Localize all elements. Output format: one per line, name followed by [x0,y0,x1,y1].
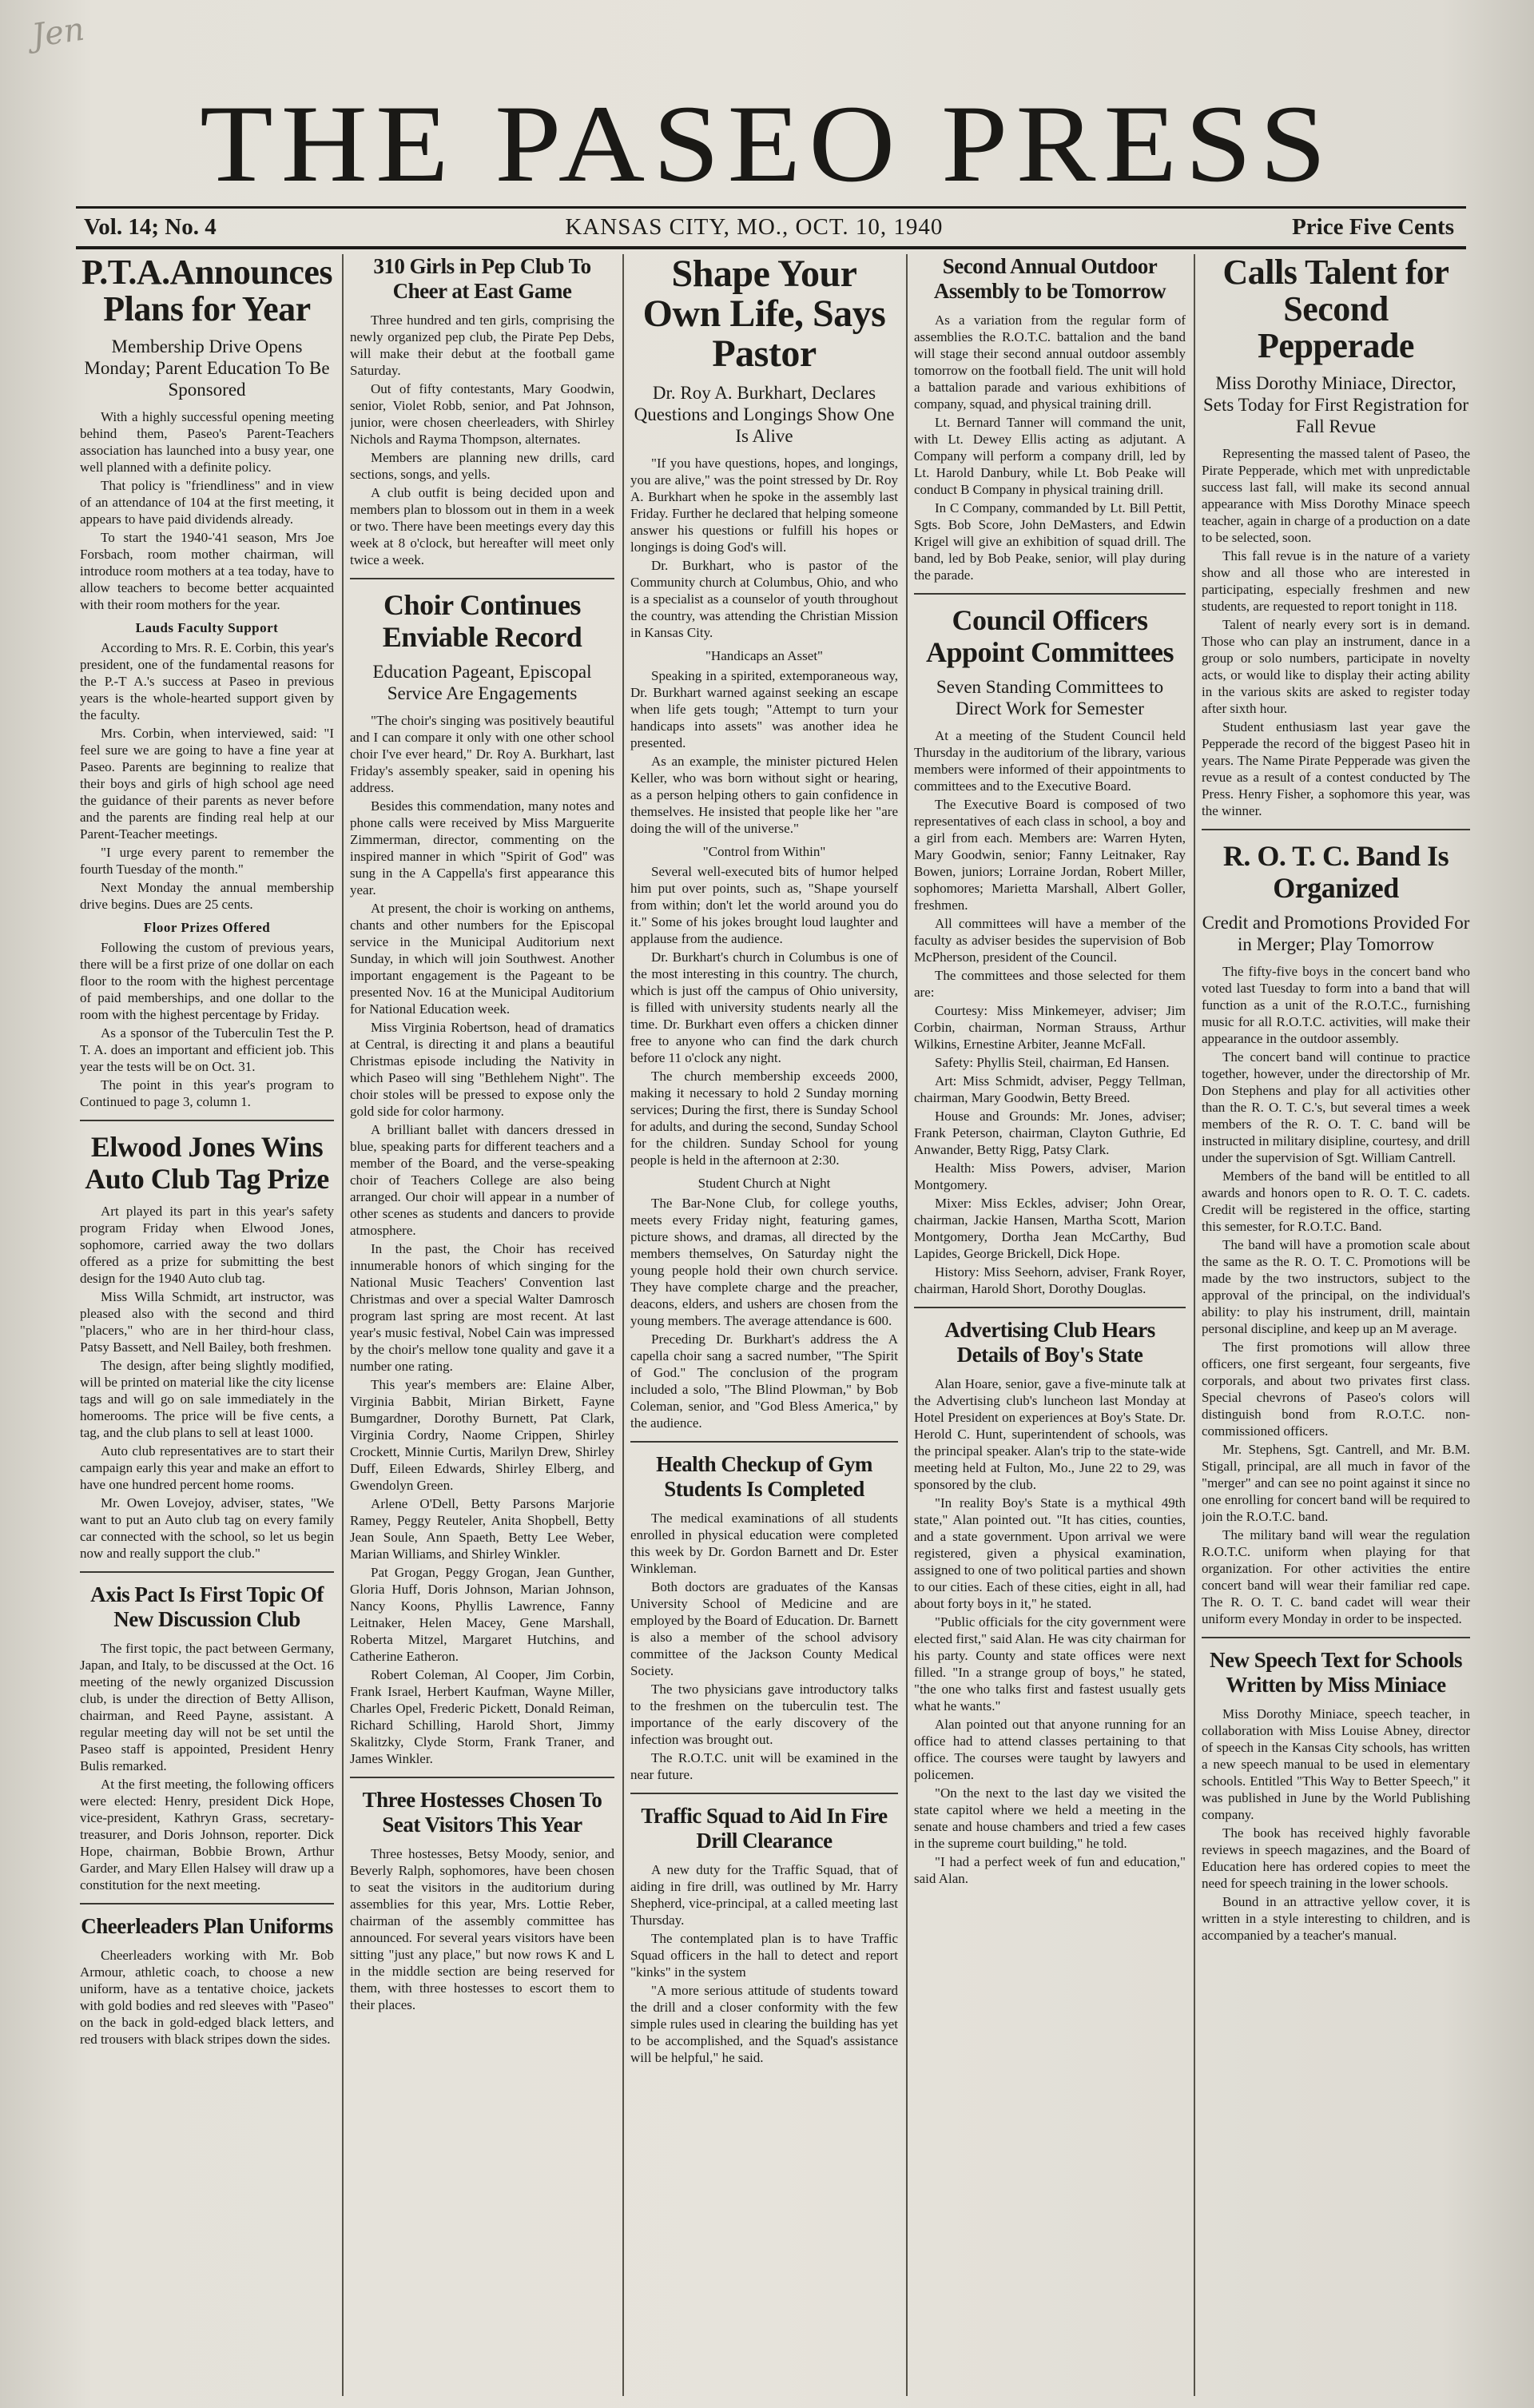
article-divider [80,1120,334,1121]
paragraph: The Executive Board is composed of two representatives of each class in school, a boy and a girl from each. Members are: Warren Hyten, Mary Goodwin, senior; Fanny Leitnaker, Ray Bowen, juniors; Lorraine Jordan, Robert Miller, sophomores; Marietta Marshall, Albert Goller, freshmen. [914,797,1186,913]
paragraph: "I urge every parent to remember the fourth Tuesday of the month." [80,845,334,877]
paragraph: Mixer: Miss Eckles, adviser; John Orear, chairman, Jackie Hansen, Martha Scott, Marion Montgomery, Dortha Jean McCarthy, Bud Lapides, George Brickell, Dick Hope. [914,1196,1186,1261]
paragraph: Three hostesses, Betsy Moody, senior, and Beverly Ralph, sophomores, have been chosen to seat the visitors in the auditorium during assemblies for this year, Mrs. Lottie Reber, chairman of the assembly committee has announced. For several years visitors have been sitting "just any place," but now rows K and L in the middle section are being reserved for them, with three hostesses to escort them to their places. [350,1846,614,2012]
paragraph: Preceding Dr. Burkhart's address the A capella choir sang a sacred number, "The Spirit of God." The conclusion of the program included a solo, "The Blind Plowman," by Bob Coleman, senior, and "God Bless America," by the audience. [630,1331,898,1431]
column-rule [906,254,908,2396]
article-divider [80,1571,334,1573]
column-5 [1202,254,1470,2396]
paragraph: "A more serious attitude of students toward the drill and a closer conformity with the few simple rules used in clearing the building has yet to be accomplished, and the Squad's assistance will be helpful," he said. [630,1983,898,2065]
paragraph: Besides this commendation, many notes and phone calls were received by Miss Marguerite Zimmerman, director, commenting on the inspired manner in which "Spirit of God" was sung in the A Cappella's first appearance this year. [350,798,614,898]
headline-pepperade: Calls Talent for Second Pepperade [1222,254,1449,365]
paragraph: Following the custom of previous years, there will be a first prize of one dollar on each floor to the room with the highest percentage of paid memberships, and one dollar to the room with the highest percentage by Friday. [80,940,334,1022]
headline-rotc-band: R. O. T. C. Band Is Organized [1222,840,1449,904]
paragraph: This fall revue is in the nature of a variety show and all those who are interested in participating, especially freshmen and new students, are requested to report tonight in 118. [1202,548,1470,614]
paragraph: History: Miss Seehorn, adviser, Frank Royer, chairman, Harold Short, Dorothy Douglas. [914,1264,1186,1296]
paragraph: With a highly successful opening meeting behind them, Paseo's Parent-Teachers association has launched into a busy year, one well planned with a definite policy. [80,409,334,475]
paragraph: As an example, the minister pictured Helen Keller, who was born without sight or hearing, as a person helping others to gain confidence in themselves. He insisted that people like her "are doing the will of the universe." [630,754,898,836]
paragraph: Next Monday the annual membership drive begins. Dues are 25 cents. [80,880,334,912]
paragraph: The military band will wear the regulation R.O.T.C. uniform when playing for that organization. For other activities the entire concert band will wear their familiar red cape. The R. O. T. C. band cadet will wear their uniform every Monday in order to be inspected. [1202,1527,1470,1626]
deck-pta: Membership Drive Opens Monday; Parent Education To Be Sponsored [84,336,330,400]
paragraph: That policy is "friendliness" and in view of an attendance of 104 at the first meeting, it appears to have paid dividends already. [80,478,334,527]
paragraph: Arlene O'Dell, Betty Parsons Marjorie Ramey, Peggy Reuteler, Anita Shopbell, Betty Jean Soule, Ann Spaeth, Betty Lee Weber, Marian Williams, and Shirley Winkler. [350,1496,614,1562]
paragraph: Mr. Owen Lovejoy, adviser, states, "We want to put an Auto club tag on every family car connected with the school, so let us begin now and really support the club." [80,1495,334,1561]
paragraph: The Bar-None Club, for college youths, meets every Friday night, featuring games, picture shows, and dramas, all directed by the members themselves, On Saturday night the young people hold their own church service. They have complete charge and the preacher, deacons, elders, and ushers are chosen from the young members. The average attendance is 600. [630,1196,898,1328]
paragraph: At a meeting of the Student Council held Thursday in the auditorium of the library, various members were informed of their appointments to committees and to the Executive Board. [914,728,1186,794]
deck-pepperade: Miss Dorothy Miniace, Director, Sets Today for First Registration for Fall Revue [1202,373,1469,436]
paragraph: Out of fifty contestants, Mary Goodwin, senior, Violet Robb, senior, and Pat Johnson, junior, were chosen cheerleaders, with Shirley Nichols and Rayma Thompson, alternates. [350,381,614,447]
headline-advertising-club: Advertising Club Hears Details of Boy's State [944,1318,1155,1367]
column-rule [622,254,624,2396]
headline-choir: Choir Continues Enviable Record [382,589,582,653]
paragraph: "Public officials for the city government were elected first," said Alan. He was city chairman for his party. County and state offices were next filled. "In a strange group of boys," he stated, "the one who talks first and fastest usually gets what he wants." [914,1614,1186,1713]
headline-cheerleaders: Cheerleaders Plan Uniforms [81,1914,333,1938]
paragraph: The two physicians gave introductory talks to the freshmen on the tuberculin test. The importance of the early discovery of the infection was brought out. [630,1682,898,1747]
column-3 [630,254,898,2396]
price: Price Five Cents [1292,213,1454,240]
dateline-bar [84,209,1454,245]
headline-traffic-squad: Traffic Squad to Aid In Fire Drill Clearance [641,1804,888,1853]
paragraph: House and Grounds: Mr. Jones, adviser; Frank Peterson, chairman, Clayton Guthrie, Ed Anwander, Betty Rigg, Patsy Clark. [914,1108,1186,1157]
paragraph: This year's members are: Elaine Alber, Virginia Babbit, Mirian Birkett, Fayne Bumgardner, Dorothy Burnett, Pat Clark, Virginia Cordry, Naome Crippen, Shirley Crockett, Minnie Curtis, Marilyn Drew, Shirley Duff, Eileen Edwards, Shirley Elberg, and Gwendolyn Green. [350,1377,614,1493]
paragraph: Courtesy: Miss Minkemeyer, adviser; Jim Corbin, chairman, Norman Strauss, Arthur Wilkins, Ernestine Arbiter, Jeanne McFall. [914,1003,1186,1052]
article-divider [630,1441,898,1443]
paragraph: A new duty for the Traffic Squad, that of aiding in fire drill, was outlined by Mr. Harry Shepherd, vice-principal, at a called meeting last Thursday. [630,1862,898,1928]
paragraph: The contemplated plan is to have Traffic Squad officers in the hall to detect and report "kinks" in the system [630,1931,898,1980]
paragraph: Auto club representatives are to start their campaign early this year and make an effort to have one hundred percent home rooms. [80,1443,334,1492]
deck-rotc-band: Credit and Promotions Provided For in Merger; Play Tomorrow [1202,913,1470,954]
headline-pta: P.T.A.Announces Plans for Year [81,254,333,328]
paragraph: Art played its part in this year's safety program Friday when Elwood Jones, sophomore, carried away the two dollars offered as a prize for submitting the best design for the 1940 Auto club tag. [80,1204,334,1286]
article-divider [630,1793,898,1794]
paragraph: Art: Miss Schmidt, adviser, Peggy Tellman, chairman, Mary Goodwin, Betty Breed. [914,1073,1186,1105]
paragraph: Miss Virginia Robertson, head of dramatics at Central, is directing it and plans a beautiful Christmas episode including the Nativity in which Paseo will sing "Bethlehem Night". The choir stoles will be pressed to expose only the gold side for color harmony. [350,1020,614,1119]
paragraph: "If you have questions, hopes, and longings, you are alive," was the point stressed by Dr. Roy A. Burkhart when he spoke in the assembly last Friday. Further he declared that helping someone answer his questions or fulfill his hopes or longings is doing God's will. [630,456,898,555]
headline-council: Council Officers Appoint Committees [926,604,1174,668]
paragraph: The book has received highly favorable reviews in speech magazines, and the Board of Education here has ordered copies to meet the need for speech training in the lower schools. [1202,1825,1470,1891]
headline-auto-club: Elwood Jones Wins Auto Club Tag Prize [85,1131,329,1195]
subhead: Student Church at Night [697,1176,831,1191]
masthead-rule-top [76,206,1466,209]
deck-choir: Education Pageant, Episcopal Service Are Engagements [372,662,592,703]
paragraph: At the first meeting, the following officers were elected: Henry, president Dick Hope, vice-president, Kathryn Grass, secretary-treasurer, and Doris Johnson, reporter. Dick Hope, chairman, Bobbie Brown, Arthur Garder, and Mary Ellen Halsey will draw up a constitution for the next meeting. [80,1777,334,1893]
paragraph: Alan Hoare, senior, gave a five-minute talk at the Advertising club's luncheon last Monday at Hotel President on experiences at Boy's State. Dr. Herold C. Hunt, superintendent of schools, was the principal speaker. Alan's trip to the state-wide meeting held at Fulton, Mo., June 22 to 29, was sponsored by the club. [914,1376,1186,1492]
article-divider [350,578,614,579]
paragraph: Robert Coleman, Al Cooper, Jim Corbin, Frank Israel, Herbert Kaufman, Wayne Miller, Charles Opel, Frederic Pickett, Donald Reiman, Richard Schilling, Harold Short, Jimmy Skalitzky, Clyde Storm, Frank Traner, and James Winkler. [350,1667,614,1766]
paragraph: Representing the massed talent of Paseo, the Pirate Pepperade, which met with unpredictable success last fall, will make its second annual appearance with Miss Dorothy Minace speech teacher, again in charge of a production on a date to be selected, soon. [1202,446,1470,545]
paragraph: In the past, the Choir has received innumerable honors of which singing for the National Music Teachers' Convention last Christmas and over a special Walter Damrosch program last spring are most recent. At last year's music festival, Nobel Cain was impressed by the choir's mellow tone quality and gave it a number one rating. [350,1241,614,1374]
article-divider [1202,829,1470,830]
paragraph: Pat Grogan, Peggy Grogan, Jean Gunther, Gloria Huff, Doris Johnson, Marian Johnson, Nancy Koons, Phyllis Lawrence, Fanny Leitnaker, Helen Macey, Gene Marshall, Roberta Mitzel, Margaret Hutchins, and Catherine Eatheron. [350,1565,614,1664]
column-2 [350,254,614,2396]
article-divider [914,1307,1186,1308]
masthead-rule-bottom [76,246,1466,249]
paragraph: The point in this year's program to Continued to page 3, column 1. [80,1077,334,1109]
paragraph: "I had a perfect week of fun and education," said Alan. [914,1854,1186,1886]
column-rule [342,254,344,2396]
paragraph: The concert band will continue to practice together, however, under the directorship of Mr. Don Stephens and play for all activities other than the R. O. T. C.'s, but several times a week members of the R. O. T. C. band will be instructed in military disipline, courtesy, and drill under the supervision of Sgt. William Cantrell. [1202,1049,1470,1165]
paragraph: In C Company, commanded by Lt. Bill Pettit, Sgts. Bob Score, John DeMasters, and Edwin Krigel will give an exhibition of squad drill. The band, led by Bob Peake, senior, will play during the parade. [914,500,1186,583]
paragraph: Bound in an attractive yellow cover, it is written in a style interesting to children, and is accompanied by a teacher's manual. [1202,1894,1470,1943]
masthead-title: THE PASEO PRESS [200,82,1334,205]
paragraph: Miss Willa Schmidt, art instructor, was pleased also with the second and third "placers," who are in her third-hour class, Patsy Bassett, and Nell Bailey, both freshmen. [80,1289,334,1355]
paragraph: Speaking in a spirited, extemporaneous way, Dr. Burkhart warned against seeking an escape when life gets tough; "Attempt to turn your handicaps into assets" was another idea he presented. [630,668,898,750]
paragraph: Members are planning new drills, card sections, songs, and yells. [350,450,614,482]
article-divider [350,1777,614,1778]
paragraph: A brilliant ballet with dancers dressed in blue, speaking parts for different teachers and a member of the Board, and the verse-speaking choir of Teachers College are also being arranged. Our choir will appear in a number of other scenes as students and dancers to provide atmosphere. [350,1122,614,1238]
paragraph: Three hundred and ten girls, comprising the newly organized pep club, the Pirate Pep Debs, will make their debut at the football game Saturday. [350,312,614,378]
paragraph: The fifty-five boys in the concert band who voted last Tuesday to form into a band that will function as a unit of the R.O.T.C., furnishing music for all R.O.T.C. activities, will make their appearance in the outdoor assembly. [1202,964,1470,1046]
headline-outdoor-assembly: Second Annual Outdoor Assembly to be Tomorrow [933,254,1166,303]
headline-hostesses: Three Hostesses Chosen To Seat Visitors This Year [362,1788,602,1837]
subhead: "Handicaps an Asset" [705,648,823,663]
paragraph: The R.O.T.C. unit will be examined in the near future. [630,1750,898,1782]
paragraph: "On the next to the last day we visited the state capitol where we held a meeting in the senate and house chambers and tried a few cases in the supreme court building," he told. [914,1785,1186,1851]
paragraph: The medical examinations of all students enrolled in physical education were completed this week by Dr. Gordon Barnett and Dr. Ester Winkleman. [630,1510,898,1576]
place-and-date: KANSAS CITY, MO., OCT. 10, 1940 [565,213,944,240]
headline-pep-club: 310 Girls in Pep Club To Cheer at East Game [373,254,591,303]
paragraph: Dr. Burkhart's church in Columbus is one of the most interesting in this country. The church, which is just off the campus of Ohio university, is filled with university students nearly all the time. Dr. Burkhart even offers a chicken dinner free to anyone who can find the dark church before 11 o'clock any night. [630,949,898,1065]
headline-health-checkup: Health Checkup of Gym Students Is Completed [656,1452,872,1501]
paragraph: Both doctors are graduates of the Kansas University School of Medicine and are employed by the Board of Education. Dr. Barnett is also a member of the school advisory committee of the Jackson County Medical Society. [630,1579,898,1678]
paragraph: As a variation from the regular form of assemblies the R.O.T.C. battalion and the band will stage their second annual outdoor assembly tomorrow on the football field. The unit will hold a battalion parade and various exhibitions of company, squad, and physical training drill. [914,312,1186,412]
column-4 [914,254,1186,2396]
paragraph: Several well-executed bits of humor helped him put over points, such as, "Shape yourself from within; don't let the world around you do it." Some of his jokes brought loud laughter and applause from the audience. [630,864,898,946]
paragraph: "The choir's singing was positively beautiful and I can compare it only with one other school choir I've ever heard," Dr. Roy A. Burkhart, last Friday's assembly speaker, said in opening his address. [350,713,614,795]
paragraph: According to Mrs. R. E. Corbin, this year's president, one of the fundamental reasons for the P.-T A.'s success at Paseo in previous years is the whole-hearted support given by the faculty. [80,640,334,722]
paragraph: Cheerleaders working with Mr. Bob Armour, athletic coach, to choose a new uniform, have as a tentative choice, jackets with gold bodies and red sleeves with "Paseo" on the back in gold-edged black letters, and red trousers with black stripes down the sides. [80,1948,334,2047]
paragraph: "In reality Boy's State is a mythical 49th state," Alan pointed out. "It has cities, counties, and a state government. Upon arrival we were registered, given a physical examination, assigned to one of two political parties and shown to our cities. Each of these cities, eight in all, had about forty boys in it," he stated. [914,1495,1186,1611]
paragraph: Members of the band will be entitled to all awards and honors open to R. O. T. C. cadets. Credit will be registered in the office, starting this semester, for R.O.T.C. Band. [1202,1168,1470,1234]
headline-speech-text: New Speech Text for Schools Written by Miss Miniace [1209,1648,1462,1697]
paragraph: Talent of nearly every sort is in demand. Those who can play an instrument, dance in a group or solo numbers, participate in novelty acts, or would like to display their acting ability in the various skits are asked to register today after sixth hour. [1202,617,1470,716]
paragraph: As a sponsor of the Tuberculin Test the P. T. A. does an important and efficient job. This year the tests will be on Oct. 31. [80,1025,334,1074]
paragraph: Safety: Phyllis Steil, chairman, Ed Hansen. [935,1055,1170,1070]
paragraph: Mr. Stephens, Sgt. Cantrell, and Mr. B.M. Stigall, principal, are all much in favor of the "merger" and can see no point against it since no one enrolling for concert band will be required to join the R.O.T.C. band. [1202,1442,1470,1524]
subhead: Lauds Faculty Support [135,620,279,635]
deck-pastor: Dr. Roy A. Burkhart, Declares Questions and Longings Show One Is Alive [634,383,895,446]
paragraph: Student enthusiasm last year gave the Pepperade the record of the biggest Paseo hit in years. The Name Pirate Pepperade was given the revue as a result of a contest conducted by The Press. Henry Fisher, a sophomore this year, was the winner. [1202,719,1470,818]
paragraph: Mrs. Corbin, when interviewed, said: "I feel sure we are going to have a fine year at Paseo. Parents are beginning to realize that their boys and girls of high school age need the guidance of their parents as never before and the parents are finding real help at our Parent-Teacher meetings. [80,726,334,842]
article-divider [914,593,1186,595]
subhead: "Control from Within" [702,844,826,859]
headline-pastor: Shape Your Own Life, Says Pastor [642,254,886,375]
paragraph: To start the 1940-'41 season, Mrs Joe Forsbach, room mother chairman, will introduce room mothers at a tea today, have to allow teachers to become better acquainted with their room mothers for the year. [80,530,334,612]
headline-axis-pact: Axis Pact Is First Topic Of New Discussion Club [90,1582,324,1631]
paragraph: At present, the choir is working on anthems, chants and other numbers for the Episcopal service in the Municipal Auditorium next Sunday, in which will join Southwest. Another important engagement is the Pageant to be presented Nov. 16 at the Municipal Auditorium for National Education week. [350,901,614,1017]
pencil-annotation: Jen [30,10,87,55]
article-divider [80,1903,334,1905]
paragraph: Miss Dorothy Miniace, speech teacher, in collaboration with Miss Louise Abney, director of speech in the Kansas City schools, has written a new speech manual to be used in elementary schools. Entitled "This Way to Better Speech," it was published in June by the World Publishing company. [1202,1706,1470,1822]
column-1 [80,254,334,2396]
column-rule [1194,254,1195,2396]
paragraph: Alan pointed out that anyone running for an office had to attend classes pertaining to that office. The courses were taught by lawyers and policemen. [914,1717,1186,1782]
paragraph: All committees will have a member of the faculty as adviser besides the supervision of Bob McPherson, president of the Council. [914,916,1186,965]
paragraph: Dr. Burkhart, who is pastor of the Community church at Columbus, Ohio, and who is a specialist as a counselor of youth throughout the country, was attending the Christian Mission in Kansas City. [630,558,898,640]
paragraph: The first promotions will allow three officers, one first sergeant, four sergeants, five corporals, and about two privates first class. Special chevrons of Paseo's colors will distinguish bond from R.O.T.C. non-commissioned officers. [1202,1339,1470,1439]
paragraph: The church membership exceeds 2000, making it necessary to hold 2 Sunday morning services; During the first, there is Sunday School for adults, and during the second, Sunday School for the children. Sunday School for young people is held in the afternoon at 2:30. [630,1069,898,1168]
paragraph: The committees and those selected for them are: [914,968,1186,1000]
subhead: Floor Prizes Offered [143,920,271,935]
volume-number: Vol. 14; No. 4 [84,213,217,240]
paragraph: A club outfit is being decided upon and members plan to blossom out in them in a week or two. There have been meetings every day this week at 8 o'clock, but hereafter will meet only twice a week. [350,485,614,567]
paragraph: The design, after being slightly modified, will be printed on material like the city license tags and will go on sale immediately in the homerooms. The price will be five cents, a tag, and the club plans to sell at least 1000. [80,1358,334,1440]
paragraph: Health: Miss Powers, adviser, Marion Montgomery. [914,1160,1186,1192]
article-divider [1202,1637,1470,1638]
paragraph: The first topic, the pact between Germany, Japan, and Italy, to be discussed at the Oct. 16 meeting of the newly organized Discussion club, is under the direction of Betty Allison, chairman, and Reed Payne, assistant. A regular meeting day will not be set until the Paseo staff is appointed, President Henry Bulis remarked. [80,1641,334,1773]
deck-council: Seven Standing Committees to Direct Work for Semester [936,677,1164,718]
paragraph: Lt. Bernard Tanner will command the unit, with Lt. Dewey Ellis acting as adjutant. A Company will perform a company drill, led by Lt. Harold Danbury, while Lt. Bob Peake will conduct B Company in physical training drill. [914,415,1186,497]
paragraph: The band will have a promotion scale about the same as the R. O. T. C. Promotions will be made by the two instructors, subject to the approval of the principal, on the individual's ability: to play his instrument, drill, maintain personal discipline, and keep up an M average. [1202,1237,1470,1336]
